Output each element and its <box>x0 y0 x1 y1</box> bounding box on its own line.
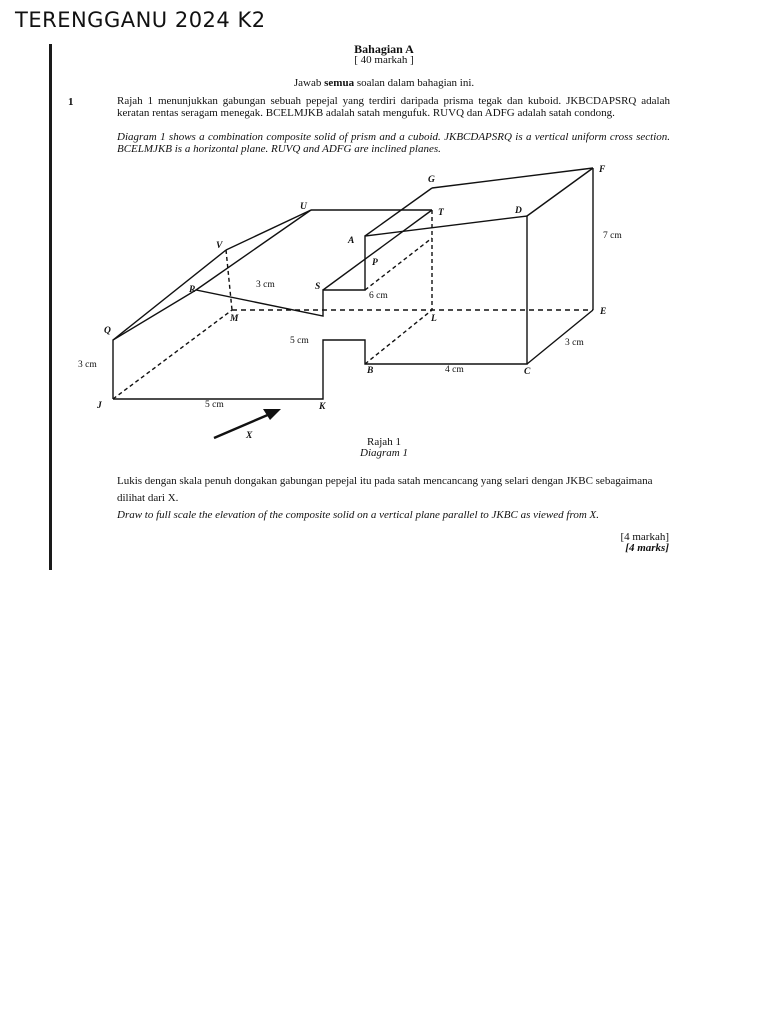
label-V: V <box>216 241 223 251</box>
label-C: C <box>524 367 531 377</box>
instruction-prefix: Jawab <box>293 77 325 89</box>
diagram-caption-bm: Rajah 1 <box>367 436 401 448</box>
question-text-en: Diagram 1 shows a combination composite solid of prism and a cuboid. JKBCDAPSRQ is a vertical uniform cross section. BCELMJKB is a horizontal plane. RUVQ and ADFG are inclined planes. <box>117 131 670 155</box>
label-A: A <box>348 236 355 246</box>
label-L: L <box>431 314 437 324</box>
view-arrow-shaft <box>214 414 270 438</box>
label-G: G <box>428 175 435 185</box>
label-M: M <box>230 314 239 324</box>
instruction-suffix: soalan dalam bahagian ini. <box>354 77 475 89</box>
dim-bc: 4 cm <box>445 365 464 375</box>
question-text-bm: Rajah 1 menunjukkan gabungan sebuah pepejal yang terdiri daripada prisma tegak dan kuboid. JKBCDAPSRQ adalah keratan rentas seragam menegak. BCELMJKB adalah satah mengufuk. RUVQ dan ADFG adalah satah condong. <box>117 95 670 119</box>
label-R: R <box>189 285 196 295</box>
diagram-composite-solid <box>0 0 768 470</box>
label-F: F <box>599 165 606 175</box>
label-Q: Q <box>104 326 111 336</box>
label-T: T <box>438 208 444 218</box>
label-K: K <box>319 402 326 412</box>
instruction-bold: semua <box>324 77 355 89</box>
diagram-caption-en: Diagram 1 <box>360 447 408 459</box>
header-title: TERENGGANU 2024 K2 <box>15 8 266 32</box>
dim-de: 7 cm <box>603 231 622 241</box>
section-marks: [ 40 markah ] <box>354 54 414 66</box>
marks-bm: [4 markah] <box>620 531 669 543</box>
dim-ps: 6 cm <box>369 291 388 301</box>
label-S: S <box>315 282 321 292</box>
label-B: B <box>367 366 374 376</box>
section-title: Bahagian A <box>354 42 414 56</box>
dim-rs: 3 cm <box>256 280 275 290</box>
instruction-en: Draw to full scale the elevation of the composite solid on a vertical plane parallel to JKBC as viewed from X. <box>117 509 599 521</box>
label-P: P <box>372 258 378 268</box>
label-J: J <box>97 401 102 411</box>
label-U: U <box>300 202 307 212</box>
label-X: X <box>246 431 253 441</box>
label-D: D <box>515 206 522 216</box>
dim-jk: 5 cm <box>205 400 224 410</box>
instruction-bm: Lukis dengan skala penuh dongakan gabungan pepejal itu pada satah mencancang yang selari dengan JKBC sebagaimana dilihat dari X. <box>117 475 653 504</box>
label-E: E <box>600 307 607 317</box>
dim-qj: 3 cm <box>78 360 97 370</box>
question-number: 1 <box>68 96 74 108</box>
dim-ce: 3 cm <box>565 338 584 348</box>
view-arrow-head <box>263 409 281 420</box>
dim-sk: 5 cm <box>290 336 309 346</box>
marks-en: [4 marks] <box>625 542 669 554</box>
